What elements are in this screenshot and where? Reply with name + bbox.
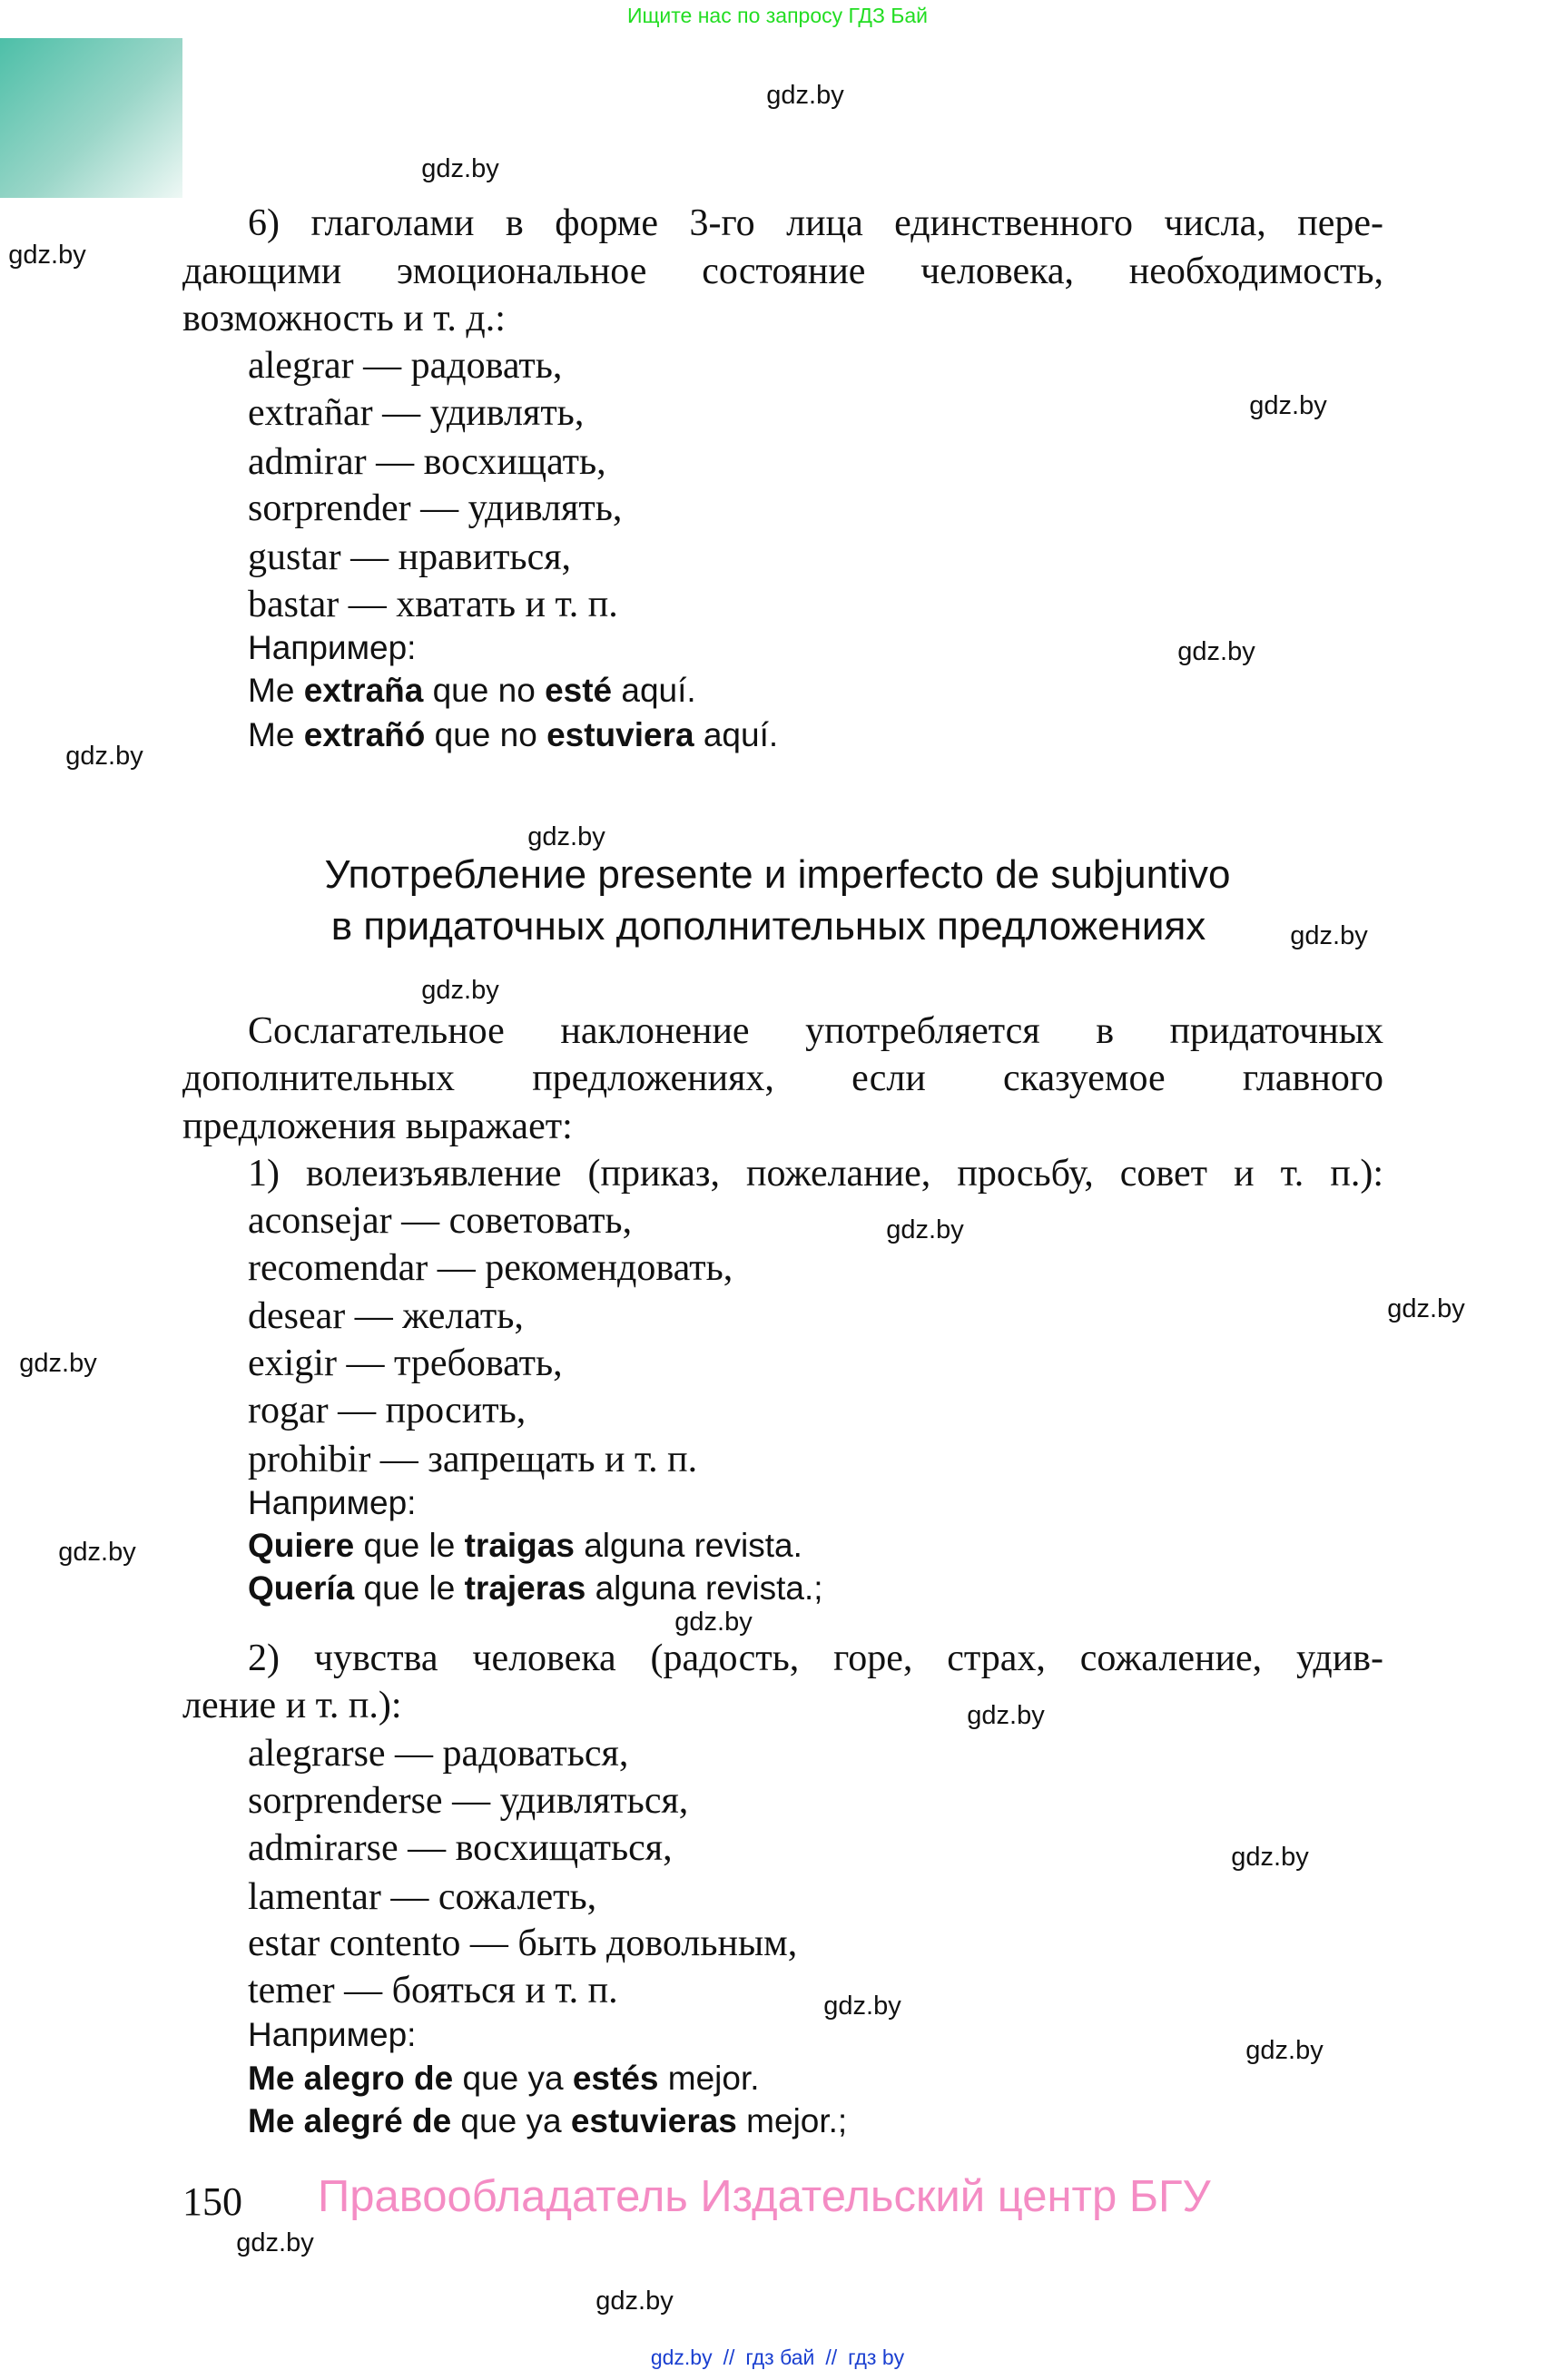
watermark: gdz.by [595,2287,674,2316]
example-sentence [248,2098,847,2145]
link-gdz-by-cyr[interactable]: гдз by [848,2346,905,2369]
example-sentence [248,712,778,759]
watermark: gdz.by [1387,1294,1465,1323]
verb-item: recomendar — рекомендовать, [248,1247,733,1289]
verb-item: extrañar — удивлять, [248,392,585,434]
item2-title: ление и т. п.): [182,1685,402,1726]
text-fragment: alguna revista. [574,1527,802,1564]
link-gdz-by[interactable]: gdz.by [650,2346,713,2369]
verb-item: bastar — хватать и т. п. [248,584,618,625]
bold-fragment: Quería [248,1569,355,1607]
watermark: gdz.by [19,1349,97,1378]
item1-title: 1) волеизъявление (приказ, пожелание, просьбу, совет и т. п.): [248,1153,1383,1195]
text-fragment: alguna revista.; [586,1569,823,1607]
verb-item: sorprenderse — удивляться, [248,1780,689,1822]
watermark: gdz.by [886,1215,964,1244]
example-label: Например: [248,2016,417,2053]
watermark: gdz.by [421,154,499,183]
verb-item: alegrar — радовать, [248,345,563,387]
text-fragment: que le [354,1527,465,1564]
section-heading-line: в придаточных дополнительных предложениях [330,904,1206,949]
separator: // [825,2346,838,2369]
verb-item: aconsejar — советовать, [248,1200,633,1242]
decorative-teal-block [0,38,182,198]
watermark: gdz.by [967,1701,1045,1730]
bold-fragment: traigas [464,1527,575,1564]
watermark: gdz.by [236,2228,314,2257]
watermark: gdz.by [674,1608,753,1637]
text-fragment: que le [354,1569,465,1607]
intro-line: дополнительных предложениях, если сказуемое главного [182,1057,1383,1099]
text-fragment: que ya [453,2060,573,2097]
bold-fragment: Me alegro de [248,2060,454,2097]
verb-item: exigir — требовать, [248,1342,563,1384]
bold-fragment: Quiere [248,1527,355,1564]
bold-fragment: trajeras [464,1569,586,1607]
section6-line: дающими эмоциональное состояние человека, необходимость, [182,251,1383,292]
bold-fragment: esté [545,672,613,709]
verb-item: estar contento — быть довольным, [248,1923,798,1964]
page-number: 150 [182,2179,242,2224]
watermark: gdz.by [1249,391,1327,420]
watermark: gdz.by [1177,637,1255,666]
section6-line: 6) глаголами в форме 3-го лица единственного числа, пере- [248,202,1383,244]
bold-fragment: Me alegré de [248,2102,452,2139]
verb-item: temer — бояться и т. п. [248,1970,618,2011]
verb-item: admirar — восхищать, [248,441,606,483]
verb-item: alegrarse — радоваться, [248,1733,629,1775]
text-fragment: mejor. [658,2060,760,2097]
example-sentence [248,667,696,714]
verb-item: admirarse — восхищаться, [248,1827,673,1869]
watermark: gdz.by [8,241,86,270]
item2-title: 2) чувства человека (радость, горе, страх, сожаление, удив- [248,1637,1383,1679]
watermark: gdz.by [1245,2036,1324,2065]
bold-fragment: estuvieras [570,2102,737,2139]
example-label: Например: [248,629,417,666]
watermark: gdz.by [766,81,844,110]
section-heading-line: Употребление presente и imperfecto de subjuntivo [324,852,1231,897]
watermark: gdz.by [421,976,499,1005]
text-fragment: aquí. [694,716,779,753]
verb-item: gustar — нравиться, [248,536,572,578]
separator: // [723,2346,735,2369]
link-gdz-bai[interactable]: гдз бай [745,2346,815,2369]
watermark: gdz.by [1290,921,1368,950]
example-label: Например: [248,1484,417,1521]
bold-fragment: extraña [303,672,424,709]
example-sentence [248,2055,760,2102]
section6-line: возможность и т. д.: [182,298,506,339]
bold-fragment: extrañó [303,716,426,753]
text-fragment: aquí. [612,672,696,709]
verb-item: rogar — просить, [248,1390,527,1431]
verb-item: lamentar — сожалеть, [248,1876,597,1918]
text-fragment: que no [425,716,547,753]
text-fragment: Me [248,672,304,709]
bottom-links [0,2346,1555,2370]
watermark: gdz.by [65,742,143,771]
verb-item: prohibir — запрещать и т. п. [248,1439,698,1480]
text-fragment: mejor.; [736,2102,848,2139]
verb-item: desear — желать, [248,1295,524,1337]
watermark: gdz.by [1231,1843,1309,1872]
text-fragment: que ya [451,2102,571,2139]
watermark: gdz.by [527,822,605,851]
intro-line: Сослагательное наклонение употребляется в придаточных [248,1010,1383,1052]
text-fragment: que no [423,672,546,709]
top-search-note: Ищите нас по запросу ГДЗ Бай [626,4,929,27]
intro-line: предложения выражает: [182,1106,573,1147]
bold-fragment: estuviera [546,716,694,753]
example-sentence [248,1522,802,1569]
copyright-holder: Правообладатель Издательский центр БГУ [318,2172,1211,2221]
watermark: gdz.by [58,1538,136,1567]
text-fragment: Me [248,716,304,753]
bold-fragment: estés [572,2060,659,2097]
verb-item: sorprender — удивлять, [248,487,623,529]
watermark: gdz.by [823,1992,901,2021]
